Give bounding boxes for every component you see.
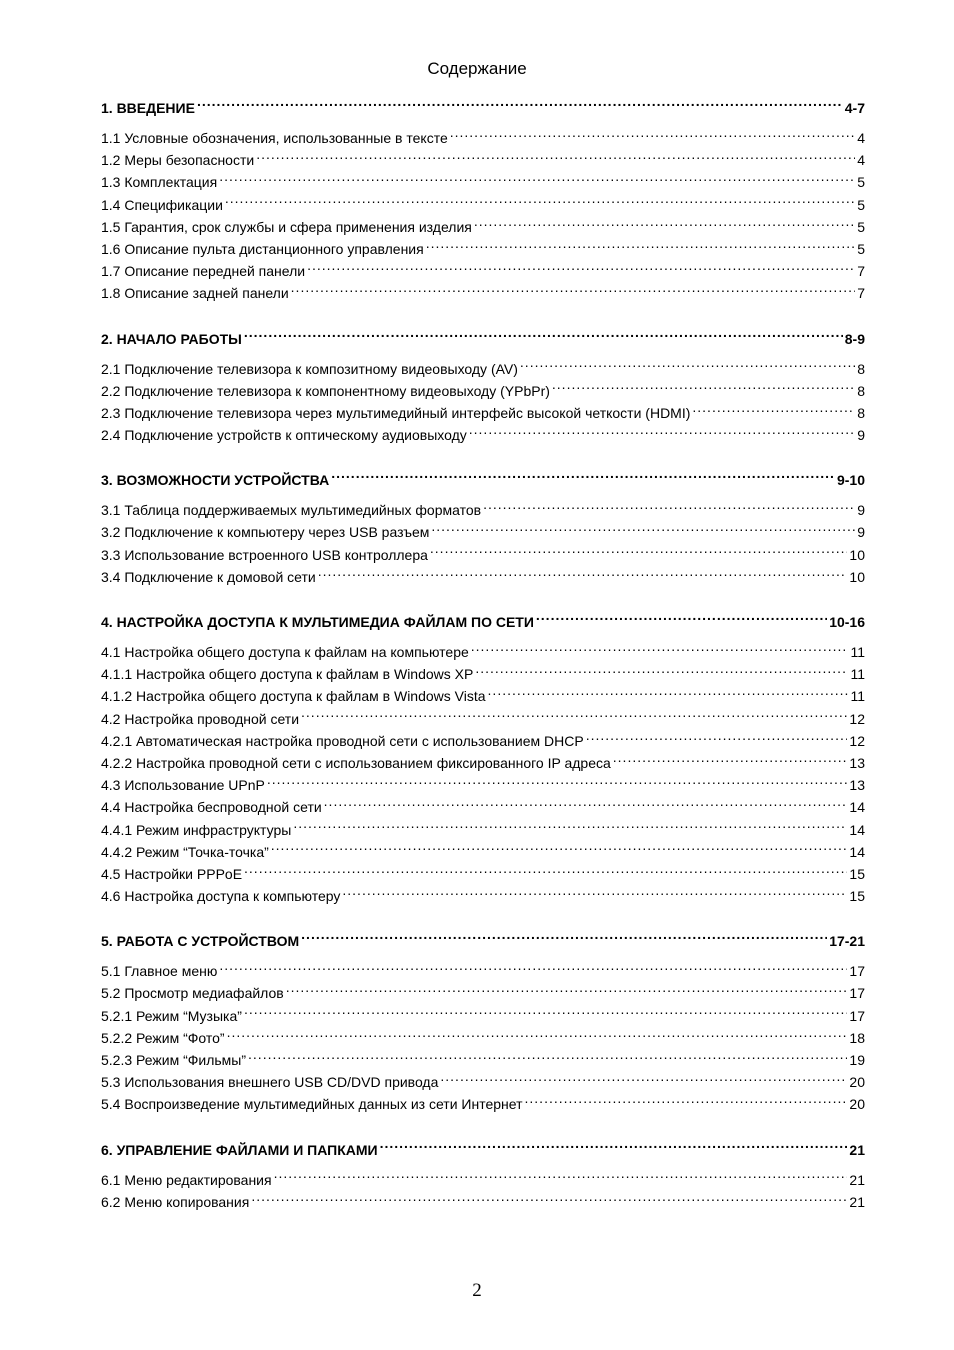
dot-leader [342,887,847,901]
dot-leader [244,1007,847,1021]
toc-entry[interactable] [101,424,865,446]
toc-entry-page: 10 [849,546,865,563]
toc-entry-page: 14 [849,799,865,816]
toc-entry-title: 5.2 Просмотр медиафайлов [101,985,284,1002]
toc-entry-title: 4.4.2 Режим “Точка-точка” [101,843,269,860]
toc-entry-page: 15 [849,865,865,882]
page-number: 2 [472,1280,482,1301]
dot-leader [552,382,855,396]
dot-leader [307,262,855,276]
toc-entry[interactable] [101,1005,865,1027]
toc-entry[interactable] [101,127,865,149]
dot-leader [440,1073,847,1087]
toc-entry-title: 4.4 Настройка беспроводной сети [101,799,322,816]
toc-entry[interactable] [101,1049,865,1071]
toc-entry[interactable] [101,841,865,863]
toc-entry-title: 4.4.1 Режим инфраструктуры [101,821,292,838]
toc-section [101,610,865,907]
dot-leader [248,1051,847,1065]
toc-entry-title: 1.6 Описание пульта дистанционного управления [101,240,424,257]
dot-leader [271,843,848,857]
toc-entry[interactable] [101,752,865,774]
toc-entry-title: 2.3 Подключение телевизора через мультимедийный интерфейс высокой четкости (HDMI) [101,404,691,421]
toc-entry[interactable] [101,499,865,521]
toc-entry[interactable] [101,216,865,238]
toc-entry[interactable] [101,358,865,380]
toc-entry-page: 4 [857,152,865,169]
dot-leader [431,523,855,537]
toc-section [101,96,865,305]
toc-entry-page: 12 [849,710,865,727]
toc-entry[interactable] [101,238,865,260]
dot-leader [267,776,848,790]
toc-entry-title: 2.1 Подключение телевизора к композитному видеовыходу (AV) [101,360,518,377]
toc-entry-title: 1.3 Комплектация [101,174,218,191]
toc-section [101,327,865,447]
dot-leader [426,240,856,254]
toc-entry-title: 4.1.1 Настройка общего доступа к файлам в Windows XP [101,666,474,683]
toc-entry-page: 9 [857,427,865,444]
toc-entry-page: 11 [850,688,865,705]
toc-entry-title: 4.2 Настройка проводной сети [101,710,300,727]
toc-entry[interactable] [101,863,865,885]
toc-entry[interactable] [101,149,865,171]
dot-leader [324,798,848,812]
toc-entry-title: 4.3 Использование UPnP [101,777,265,794]
toc-entry-title: 6.1 Меню редактирования [101,1171,272,1188]
toc-entry-page: 11 [850,644,865,660]
toc-entry-page: 8 [857,404,865,421]
dot-leader [219,962,847,976]
toc-entry-title: 4.6 Настройка доступа к компьютеру [101,888,341,905]
toc-entry-page: 9 [857,524,865,541]
toc-heading-title: 6. УПРАВЛЕНИЕ ФАЙЛАМИ И ПАПКАМИ [101,1141,378,1158]
dot-leader [225,196,855,210]
toc-entry[interactable] [101,730,865,752]
dot-leader [475,665,848,679]
toc-entry-title: 6.2 Меню копирования [101,1193,250,1210]
dot-leader [293,821,847,835]
toc-entry[interactable] [101,521,865,543]
toc-entry[interactable] [101,982,865,1004]
toc-section-heading[interactable] [101,327,865,351]
toc-entry[interactable] [101,641,865,663]
toc-heading-page: 21 [849,1141,865,1158]
toc-entry[interactable] [101,1093,865,1115]
toc-entry-page: 21 [849,1171,865,1188]
toc-entry-page: 17 [849,985,865,1002]
toc-entry[interactable] [101,402,865,424]
toc-entry[interactable] [101,1191,865,1213]
toc-entry-page: 8 [857,382,865,399]
toc-entry-title: 4.2.2 Настройка проводной сети с использованием фиксированного IP адреса [101,754,611,771]
toc-section-heading[interactable] [101,929,865,953]
toc-entry[interactable] [101,796,865,818]
toc-entry-page: 13 [849,777,865,794]
toc-entry-page: 5 [857,174,865,191]
toc-entry-page: 5 [857,218,865,235]
toc-entry-title: 3.4 Подключение к домовой сети [101,568,316,585]
toc-entry-page: 17 [849,1007,865,1024]
toc-section-heading[interactable] [101,1138,865,1162]
dot-leader [380,1141,848,1155]
toc-entry[interactable] [101,774,865,796]
toc-heading-title: 5. РАБОТА С УСТРОЙСТВОМ [101,933,300,950]
toc-entry-page: 12 [849,732,865,749]
dot-leader [244,330,843,344]
toc-entry-page: 7 [857,285,865,302]
toc-entry[interactable] [101,1027,865,1049]
toc-heading-page: 9-10 [836,472,865,489]
toc-entry[interactable] [101,1169,865,1191]
toc-entry-page: 10 [849,568,865,585]
dot-leader [331,471,835,485]
toc-entry-title: 1.7 Описание передней панели [101,263,306,280]
toc-entry-page: 13 [849,754,865,771]
toc-entry-title: 1.8 Описание задней панели [101,285,289,302]
toc-entry-title: 5.3 Использования внешнего USB CD/DVD привода [101,1074,439,1091]
dot-leader [286,984,848,998]
toc-entry-title: 5.1 Главное меню [101,963,218,980]
toc-entry-title: 4.2.1 Автоматическая настройка проводной сети с использованием DHCP [101,732,584,749]
toc-entry[interactable] [101,194,865,216]
dot-leader [483,501,855,515]
toc-entry-title: 3.3 Использование встроенного USB контроллера [101,546,428,563]
dot-leader [488,687,849,701]
toc-entry-page: 8 [857,360,865,377]
dot-leader [318,568,848,582]
toc-heading-page: 10-16 [829,614,865,630]
toc-entry-title: 2.2 Подключение телевизора к компонентному видеовыходу (YPbPr) [101,382,550,399]
dot-leader [471,643,849,657]
table-of-contents [101,96,865,1235]
toc-section [101,1138,865,1213]
toc-section [101,929,865,1115]
toc-entry-title: 3.1 Таблица поддерживаемых мультимедийных форматов [101,502,482,519]
toc-entry-page: 5 [857,240,865,257]
toc-entry-page: 17 [849,963,865,980]
toc-entry-title: 5.2.1 Режим “Музыка” [101,1007,242,1024]
toc-entry[interactable] [101,380,865,402]
dot-leader [520,360,855,374]
toc-heading-title: 1. ВВЕДЕНИЕ [101,100,195,116]
toc-entry-title: 5.4 Воспроизведение мультимедийных данных из сети Интернет [101,1096,523,1113]
dot-leader [274,1171,848,1185]
dot-leader [227,1029,848,1043]
toc-entry-title: 1.5 Гарантия, срок службы и сфера применения изделия [101,218,472,235]
toc-entry-title: 5.2.2 Режим “Фото” [101,1029,225,1046]
toc-entry-title: 2.4 Подключение устройств к оптическому аудиовыходу [101,427,467,444]
toc-entry[interactable] [101,171,865,193]
dot-leader [301,710,847,724]
toc-entry[interactable] [101,885,865,907]
toc-entry-page: 20 [849,1096,865,1113]
dot-leader [692,404,855,418]
toc-section [101,468,865,588]
toc-entry-page: 4 [857,130,865,146]
toc-entry-title: 4.1.2 Настройка общего доступа к файлам в Windows Vista [101,688,486,705]
toc-heading-title: 3. ВОЗМОЖНОСТИ УСТРОЙСТВА [101,472,330,489]
toc-entry[interactable] [101,544,865,566]
toc-entry-title: 4.1 Настройка общего доступа к файлам на компьютере [101,644,469,660]
dot-leader [525,1095,848,1109]
toc-heading-page: 17-21 [829,933,865,950]
toc-entry[interactable] [101,819,865,841]
toc-entry[interactable] [101,260,865,282]
toc-entry-page: 20 [849,1074,865,1091]
toc-entry-page: 21 [849,1193,865,1210]
toc-entry[interactable] [101,663,865,685]
toc-entry[interactable] [101,960,865,982]
dot-leader [219,173,855,187]
dot-leader [291,284,856,298]
dot-leader [450,129,855,143]
toc-entry-page: 14 [849,821,865,838]
dot-leader [244,865,847,879]
toc-entry-page: 19 [849,1052,865,1068]
toc-entry[interactable] [101,282,865,304]
dot-leader [586,732,848,746]
toc-entry-page: 5 [857,196,865,213]
toc-entry-title: 5.2.3 Режим “Фильмы” [101,1052,247,1068]
toc-heading-page: 8-9 [844,330,865,347]
page-title: Содержание [427,59,527,78]
toc-entry-page: 18 [849,1029,865,1046]
toc-section-heading[interactable] [101,468,865,492]
toc-entry[interactable] [101,708,865,730]
toc-entry-page: 14 [849,843,865,860]
toc-entry-title: 3.2 Подключение к компьютеру через USB разъем [101,524,430,541]
dot-leader [536,613,827,627]
dot-leader [256,151,855,165]
toc-entry-title: 4.5 Настройки PPPoE [101,865,243,882]
dot-leader [613,754,848,768]
toc-entry-title: 1.2 Меры безопасности [101,152,255,169]
toc-entry-page: 7 [857,263,865,280]
toc-entry[interactable] [101,566,865,588]
dot-leader [301,932,827,946]
dot-leader [430,546,848,560]
toc-entry-title: 1.1 Условные обозначения, использованные в тексте [101,130,448,146]
dot-leader [474,218,855,232]
toc-entry-page: 15 [849,888,865,905]
dot-leader [469,426,855,440]
toc-heading-page: 4-7 [844,100,865,116]
dot-leader [251,1193,847,1207]
toc-section-heading[interactable] [101,96,865,120]
toc-heading-title: 4. НАСТРОЙКА ДОСТУПА К МУЛЬТИМЕДИА ФАЙЛАМ ПО СЕТИ [101,614,534,630]
toc-entry-page: 9 [857,502,865,519]
toc-entry-page: 11 [850,666,865,683]
toc-section-heading[interactable] [101,610,865,634]
toc-heading-title: 2. НАЧАЛО РАБОТЫ [101,330,242,347]
toc-entry[interactable] [101,685,865,707]
toc-entry[interactable] [101,1071,865,1093]
toc-entry-title: 1.4 Спецификации [101,196,223,213]
dot-leader [197,99,843,113]
